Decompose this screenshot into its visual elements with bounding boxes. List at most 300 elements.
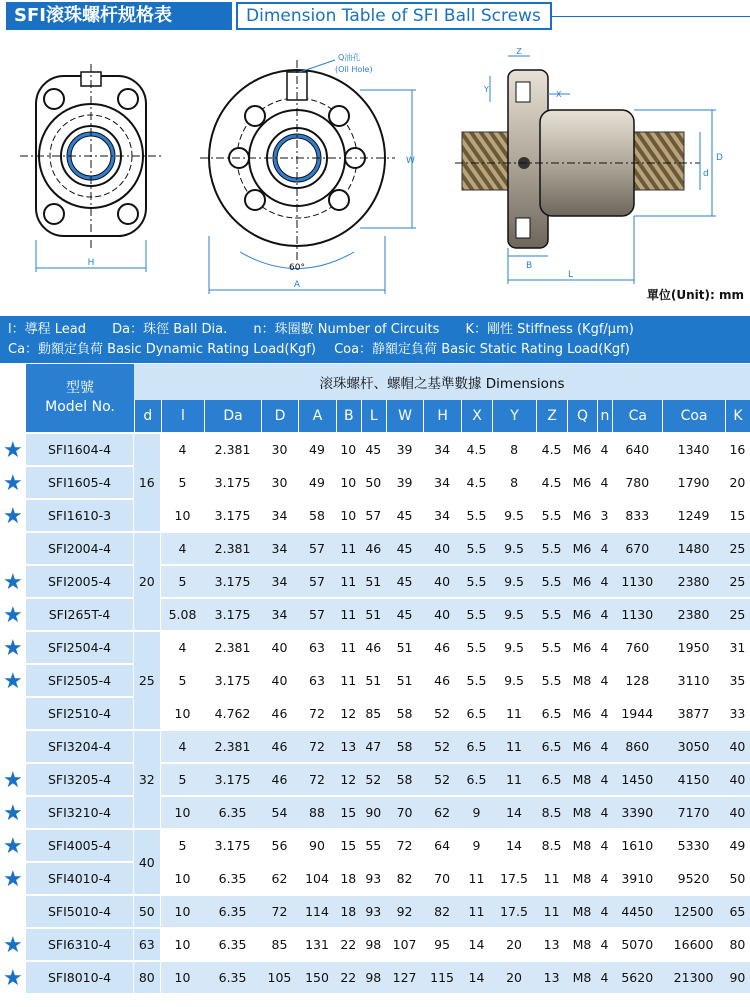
value-cell-coa: 1950 <box>662 632 725 665</box>
value-cell-ca: 5620 <box>612 962 662 995</box>
value-cell-l: 5 <box>161 764 205 797</box>
value-cell-y: 17.5 <box>492 896 536 929</box>
value-cell-q: M8 <box>567 929 596 962</box>
value-cell-z: 5.5 <box>536 500 567 533</box>
value-cell-d: 34 <box>261 599 299 632</box>
value-cell-l: 4 <box>161 632 205 665</box>
value-cell-l: 93 <box>361 896 386 929</box>
column-header-y: Y <box>492 400 536 434</box>
value-cell-k: 50 <box>725 863 750 896</box>
value-cell-k: 33 <box>725 698 750 731</box>
value-cell-b: 15 <box>336 797 361 830</box>
legend-stiffness: K：剛性 Stiffness (Kgf/μm) <box>465 322 634 337</box>
value-cell-q: M6 <box>567 500 596 533</box>
value-cell-x: 6.5 <box>461 731 492 764</box>
nut-side-view <box>455 47 723 284</box>
value-cell-a: 150 <box>298 962 336 995</box>
value-cell-q: M6 <box>567 533 596 566</box>
value-cell-coa: 2380 <box>662 566 725 599</box>
value-cell-l: 10 <box>161 962 205 995</box>
value-cell-coa: 21300 <box>662 962 725 995</box>
value-cell-q: M6 <box>567 566 596 599</box>
value-cell-coa: 16600 <box>662 929 725 962</box>
dim-label-x: X <box>556 90 562 99</box>
value-cell-n: 4 <box>597 698 613 731</box>
value-cell-z: 4.5 <box>536 467 567 500</box>
model-column-header <box>26 364 134 434</box>
value-cell-l: 10 <box>161 896 205 929</box>
value-cell-d: 40 <box>261 665 299 698</box>
value-cell-q: M6 <box>567 731 596 764</box>
value-cell-n: 4 <box>597 797 613 830</box>
value-cell-w: 72 <box>386 830 424 863</box>
legend-line-2 <box>8 340 742 360</box>
table-row <box>26 896 750 929</box>
value-cell-q: M6 <box>567 467 596 500</box>
value-cell-x: 5.5 <box>461 599 492 632</box>
legend-static-load: Coa：静額定負荷 Basic Static Rating Load(Kgf) <box>334 342 630 357</box>
value-cell-w: 70 <box>386 797 424 830</box>
table-row <box>26 632 750 665</box>
value-cell-d: 105 <box>261 962 299 995</box>
column-header-n: n <box>597 400 613 434</box>
value-cell-k: 25 <box>725 566 750 599</box>
value-cell-k: 31 <box>725 632 750 665</box>
value-cell-ca: 1130 <box>612 566 662 599</box>
value-cell-l: 52 <box>361 764 386 797</box>
value-cell-z: 13 <box>536 929 567 962</box>
value-cell-y: 9.5 <box>492 599 536 632</box>
title-chinese: SFI滚珠螺杆规格表 <box>6 2 232 30</box>
model-cell: SFI8010-4 <box>26 962 134 995</box>
title-english: Dimension Table of SFI Ball Screws <box>236 2 552 30</box>
value-cell-w: 45 <box>386 566 424 599</box>
value-cell-da: 6.35 <box>204 863 260 896</box>
value-cell-l: 93 <box>361 863 386 896</box>
value-cell-ca: 3910 <box>612 863 662 896</box>
model-cell: SFI2004-4 <box>26 533 134 566</box>
model-cell: SFI6310-4 <box>26 929 134 962</box>
flange-front-view-trimmed <box>20 64 162 272</box>
value-cell-w: 82 <box>386 863 424 896</box>
value-cell-a: 49 <box>298 434 336 467</box>
value-cell-z: 8.5 <box>536 797 567 830</box>
oil-hole-label-en: (Oil Hole) <box>335 65 373 74</box>
value-cell-n: 4 <box>597 929 613 962</box>
value-cell-a: 63 <box>298 665 336 698</box>
value-cell-w: 58 <box>386 764 424 797</box>
legend-bar <box>0 316 750 363</box>
value-cell-x: 14 <box>461 929 492 962</box>
value-cell-k: 65 <box>725 896 750 929</box>
value-cell-h: 40 <box>423 599 461 632</box>
value-cell-da: 3.175 <box>204 500 260 533</box>
value-cell-w: 58 <box>386 731 424 764</box>
column-header-w: W <box>386 400 424 434</box>
value-cell-l: 47 <box>361 731 386 764</box>
value-cell-a: 63 <box>298 632 336 665</box>
value-cell-x: 5.5 <box>461 533 492 566</box>
recommended-star-icon: ★ <box>3 602 23 628</box>
value-cell-z: 6.5 <box>536 764 567 797</box>
value-cell-q: M6 <box>567 599 596 632</box>
value-cell-l: 55 <box>361 830 386 863</box>
angle-label: 60° <box>289 263 305 273</box>
value-cell-ca: 1944 <box>612 698 662 731</box>
value-cell-n: 4 <box>597 764 613 797</box>
value-cell-h: 52 <box>423 731 461 764</box>
model-cell: SFI1610-3 <box>26 500 134 533</box>
value-cell-k: 20 <box>725 467 750 500</box>
value-cell-a: 88 <box>298 797 336 830</box>
value-cell-ca: 780 <box>612 467 662 500</box>
value-cell-d: 85 <box>261 929 299 962</box>
value-cell-l: 4 <box>161 731 205 764</box>
value-cell-n: 4 <box>597 896 613 929</box>
model-cell: SFI2505-4 <box>26 665 134 698</box>
value-cell-h: 95 <box>423 929 461 962</box>
value-cell-y: 8 <box>492 467 536 500</box>
value-cell-d: 34 <box>261 533 299 566</box>
value-cell-da: 4.762 <box>204 698 260 731</box>
model-cell: SFI3210-4 <box>26 797 134 830</box>
value-cell-coa: 5330 <box>662 830 725 863</box>
value-cell-n: 4 <box>597 863 613 896</box>
value-cell-z: 13 <box>536 962 567 995</box>
table-row <box>26 962 750 995</box>
table-row <box>26 929 750 962</box>
dim-label-w: W <box>406 156 415 166</box>
value-cell-a: 104 <box>298 863 336 896</box>
value-cell-w: 107 <box>386 929 424 962</box>
value-cell-q: M6 <box>567 632 596 665</box>
value-cell-h: 64 <box>423 830 461 863</box>
value-cell-y: 9.5 <box>492 566 536 599</box>
value-cell-a: 57 <box>298 533 336 566</box>
value-cell-coa: 12500 <box>662 896 725 929</box>
value-cell-l: 45 <box>361 434 386 467</box>
value-cell-b: 18 <box>336 896 361 929</box>
table-row <box>26 533 750 566</box>
value-cell-l: 51 <box>361 599 386 632</box>
value-cell-k: 25 <box>725 533 750 566</box>
value-cell-l: 46 <box>361 632 386 665</box>
value-cell-x: 5.5 <box>461 665 492 698</box>
value-cell-h: 40 <box>423 533 461 566</box>
value-cell-da: 3.175 <box>204 665 260 698</box>
value-cell-q: M8 <box>567 764 596 797</box>
value-cell-da: 3.175 <box>204 830 260 863</box>
column-header-d: d <box>134 400 161 434</box>
legend-ball-dia: Da：珠徑 Ball Dia. <box>112 322 228 337</box>
value-cell-da: 2.381 <box>204 632 260 665</box>
value-cell-y: 11 <box>492 731 536 764</box>
value-cell-da: 2.381 <box>204 533 260 566</box>
value-cell-z: 11 <box>536 863 567 896</box>
value-cell-ca: 670 <box>612 533 662 566</box>
model-cell: SFI3204-4 <box>26 731 134 764</box>
shaft-diameter-cell: 40 <box>134 830 161 896</box>
value-cell-z: 5.5 <box>536 665 567 698</box>
value-cell-w: 45 <box>386 500 424 533</box>
value-cell-z: 11 <box>536 896 567 929</box>
model-cell: SFI2510-4 <box>26 698 134 731</box>
shaft-diameter-cell: 63 <box>134 929 161 962</box>
recommended-star-icon: ★ <box>3 569 23 595</box>
shaft-diameter-cell: 25 <box>134 632 161 731</box>
value-cell-l: 10 <box>161 797 205 830</box>
value-cell-a: 72 <box>298 698 336 731</box>
model-cell: SFI4005-4 <box>26 830 134 863</box>
value-cell-k: 40 <box>725 731 750 764</box>
value-cell-x: 5.5 <box>461 566 492 599</box>
value-cell-k: 90 <box>725 962 750 995</box>
value-cell-h: 34 <box>423 500 461 533</box>
value-cell-da: 3.175 <box>204 764 260 797</box>
column-header-q: Q <box>567 400 596 434</box>
value-cell-coa: 1340 <box>662 434 725 467</box>
value-cell-y: 8 <box>492 434 536 467</box>
value-cell-b: 15 <box>336 830 361 863</box>
value-cell-da: 6.35 <box>204 962 260 995</box>
model-header-en: Model No. <box>45 399 115 415</box>
value-cell-l: 5 <box>161 566 205 599</box>
shaft-diameter-cell: 32 <box>134 731 161 830</box>
value-cell-h: 34 <box>423 467 461 500</box>
value-cell-n: 4 <box>597 731 613 764</box>
column-header-h: H <box>423 400 461 434</box>
value-cell-a: 72 <box>298 731 336 764</box>
table-row <box>26 731 750 764</box>
value-cell-q: M8 <box>567 830 596 863</box>
value-cell-ca: 4450 <box>612 896 662 929</box>
model-cell: SFI5010-4 <box>26 896 134 929</box>
value-cell-coa: 1480 <box>662 533 725 566</box>
shaft-diameter-cell: 80 <box>134 962 161 995</box>
value-cell-w: 51 <box>386 665 424 698</box>
value-cell-l: 10 <box>161 929 205 962</box>
value-cell-x: 9 <box>461 830 492 863</box>
unit-label: 單位(Unit): mm <box>646 288 744 302</box>
shaft-diameter-cell: 50 <box>134 896 161 929</box>
value-cell-a: 58 <box>298 500 336 533</box>
value-cell-q: M8 <box>567 863 596 896</box>
dim-label-l: L <box>568 270 574 280</box>
value-cell-q: M8 <box>567 797 596 830</box>
value-cell-h: 115 <box>423 962 461 995</box>
value-cell-w: 45 <box>386 599 424 632</box>
recommended-star-icon: ★ <box>3 668 23 694</box>
value-cell-b: 12 <box>336 764 361 797</box>
column-header-z: Z <box>536 400 567 434</box>
value-cell-w: 45 <box>386 533 424 566</box>
column-header-b: B <box>336 400 361 434</box>
value-cell-z: 8.5 <box>536 830 567 863</box>
value-cell-q: M8 <box>567 665 596 698</box>
column-header-d: D <box>261 400 299 434</box>
value-cell-b: 11 <box>336 599 361 632</box>
value-cell-q: M6 <box>567 698 596 731</box>
value-cell-da: 3.175 <box>204 599 260 632</box>
value-cell-coa: 4150 <box>662 764 725 797</box>
value-cell-x: 4.5 <box>461 467 492 500</box>
recommended-star-icon: ★ <box>3 866 23 892</box>
value-cell-k: 15 <box>725 500 750 533</box>
value-cell-ca: 5070 <box>612 929 662 962</box>
value-cell-y: 14 <box>492 797 536 830</box>
value-cell-y: 20 <box>492 962 536 995</box>
value-cell-k: 40 <box>725 797 750 830</box>
value-cell-ca: 1610 <box>612 830 662 863</box>
value-cell-k: 49 <box>725 830 750 863</box>
column-header-ca: Ca <box>612 400 662 434</box>
column-header-l: L <box>361 400 386 434</box>
value-cell-k: 16 <box>725 434 750 467</box>
model-header-cn: 型號 <box>66 380 94 396</box>
table-row <box>26 434 750 467</box>
value-cell-d: 72 <box>261 896 299 929</box>
recommended-star-icon: ★ <box>3 503 23 529</box>
value-cell-d: 56 <box>261 830 299 863</box>
value-cell-n: 4 <box>597 533 613 566</box>
value-cell-l: 10 <box>161 500 205 533</box>
value-cell-z: 6.5 <box>536 731 567 764</box>
value-cell-l: 4 <box>161 434 205 467</box>
value-cell-h: 40 <box>423 566 461 599</box>
value-cell-h: 52 <box>423 698 461 731</box>
value-cell-n: 4 <box>597 599 613 632</box>
model-cell: SFI2504-4 <box>26 632 134 665</box>
recommended-star-icon: ★ <box>3 932 23 958</box>
value-cell-x: 5.5 <box>461 500 492 533</box>
value-cell-b: 11 <box>336 632 361 665</box>
dim-label-y: Y <box>484 85 489 94</box>
table-row <box>26 830 750 863</box>
dim-label-b: B <box>526 261 533 271</box>
value-cell-a: 114 <box>298 896 336 929</box>
value-cell-b: 10 <box>336 500 361 533</box>
value-cell-b: 22 <box>336 929 361 962</box>
value-cell-x: 6.5 <box>461 698 492 731</box>
value-cell-l: 98 <box>361 929 386 962</box>
value-cell-k: 25 <box>725 599 750 632</box>
value-cell-d: 46 <box>261 764 299 797</box>
value-cell-coa: 9520 <box>662 863 725 896</box>
value-cell-a: 72 <box>298 764 336 797</box>
value-cell-w: 39 <box>386 434 424 467</box>
value-cell-coa: 1249 <box>662 500 725 533</box>
shaft-diameter-cell: 16 <box>134 434 161 533</box>
value-cell-a: 57 <box>298 566 336 599</box>
value-cell-w: 92 <box>386 896 424 929</box>
value-cell-q: M8 <box>567 896 596 929</box>
value-cell-b: 22 <box>336 962 361 995</box>
value-cell-b: 10 <box>336 467 361 500</box>
model-cell: SFI4010-4 <box>26 863 134 896</box>
value-cell-l: 4 <box>161 533 205 566</box>
value-cell-coa: 3110 <box>662 665 725 698</box>
recommended-star-icon: ★ <box>3 833 23 859</box>
dim-label-z: Z <box>516 47 522 56</box>
value-cell-a: 90 <box>298 830 336 863</box>
value-cell-da: 3.175 <box>204 467 260 500</box>
dim-label-d-shaft: d <box>703 169 709 179</box>
model-cell: SFI3205-4 <box>26 764 134 797</box>
value-cell-x: 9 <box>461 797 492 830</box>
recommended-star-icon: ★ <box>3 965 23 991</box>
value-cell-q: M8 <box>567 962 596 995</box>
value-cell-h: 46 <box>423 632 461 665</box>
value-cell-a: 131 <box>298 929 336 962</box>
value-cell-y: 9.5 <box>492 665 536 698</box>
value-cell-coa: 1790 <box>662 467 725 500</box>
column-header-coa: Coa <box>662 400 725 434</box>
title-bar <box>0 0 750 32</box>
value-cell-y: 17.5 <box>492 863 536 896</box>
value-cell-n: 4 <box>597 566 613 599</box>
value-cell-a: 57 <box>298 599 336 632</box>
value-cell-n: 4 <box>597 467 613 500</box>
value-cell-x: 11 <box>461 863 492 896</box>
shaft-diameter-cell: 20 <box>134 533 161 632</box>
spec-table <box>26 364 750 995</box>
value-cell-d: 34 <box>261 500 299 533</box>
dim-label-h: H <box>87 258 95 268</box>
dim-label-a: A <box>293 280 301 290</box>
value-cell-k: 80 <box>725 929 750 962</box>
recommended-markers <box>0 0 26 1007</box>
value-cell-d: 62 <box>261 863 299 896</box>
value-cell-l: 85 <box>361 698 386 731</box>
value-cell-coa: 7170 <box>662 797 725 830</box>
value-cell-l: 5 <box>161 467 205 500</box>
value-cell-x: 5.5 <box>461 632 492 665</box>
value-cell-d: 46 <box>261 731 299 764</box>
value-cell-ca: 128 <box>612 665 662 698</box>
oil-hole-label-cn: Q油孔 <box>338 53 361 62</box>
value-cell-n: 4 <box>597 830 613 863</box>
value-cell-d: 46 <box>261 698 299 731</box>
legend-dynamic-load: Ca：動額定負荷 Basic Dynamic Rating Load(Kgf) <box>8 342 316 357</box>
model-cell: SFI1604-4 <box>26 434 134 467</box>
value-cell-coa: 3050 <box>662 731 725 764</box>
technical-drawings <box>0 36 750 306</box>
value-cell-ca: 3390 <box>612 797 662 830</box>
value-cell-w: 39 <box>386 467 424 500</box>
dim-label-d-outer: D <box>716 153 723 163</box>
value-cell-b: 10 <box>336 434 361 467</box>
value-cell-y: 9.5 <box>492 632 536 665</box>
value-cell-ca: 860 <box>612 731 662 764</box>
model-cell: SFI1605-4 <box>26 467 134 500</box>
value-cell-n: 4 <box>597 665 613 698</box>
value-cell-z: 5.5 <box>536 632 567 665</box>
value-cell-x: 6.5 <box>461 764 492 797</box>
value-cell-l: 50 <box>361 467 386 500</box>
value-cell-y: 9.5 <box>492 500 536 533</box>
value-cell-z: 5.5 <box>536 599 567 632</box>
legend-line-1 <box>8 320 742 340</box>
value-cell-da: 2.381 <box>204 434 260 467</box>
value-cell-z: 5.5 <box>536 533 567 566</box>
column-header-k: K <box>725 400 750 434</box>
value-cell-da: 3.175 <box>204 566 260 599</box>
value-cell-q: M6 <box>567 434 596 467</box>
value-cell-k: 40 <box>725 764 750 797</box>
value-cell-da: 2.381 <box>204 731 260 764</box>
value-cell-h: 62 <box>423 797 461 830</box>
value-cell-l: 10 <box>161 698 205 731</box>
